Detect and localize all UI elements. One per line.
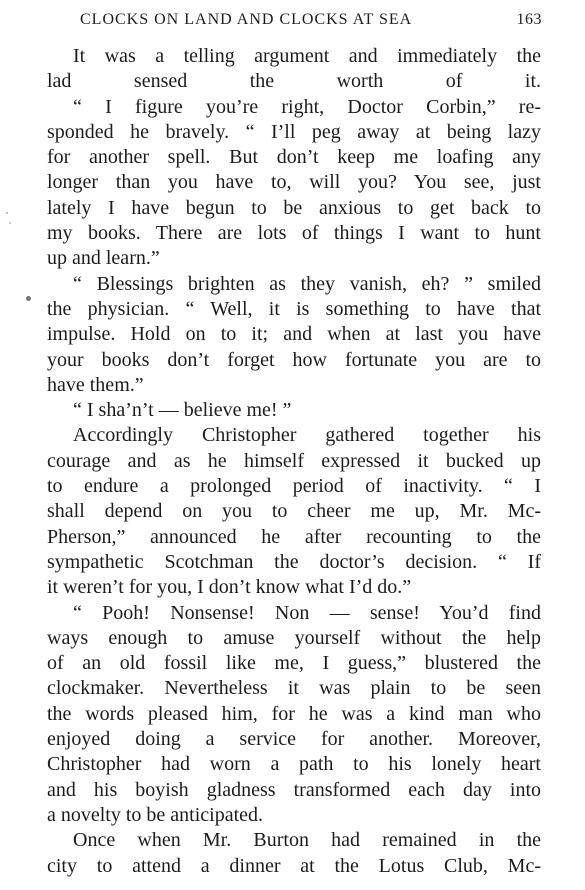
text-line: Pherson,” announced he after recounting to the [47, 525, 541, 548]
text-line: sponded he bravely. “ I’ll peg away at being lazy [47, 120, 541, 143]
text-line: Christopher had worn a path to his lonely heart [47, 753, 541, 776]
text-line: lately I have begun to be anxious to get back to [47, 196, 541, 219]
page-number: 163 [516, 11, 542, 28]
text-line: ways enough to amuse yourself without the help [47, 626, 541, 649]
text-line: for another spell. But don’t keep me loafing any [47, 146, 541, 169]
text-line: lad sensed the worth of it. [47, 70, 541, 93]
running-head [80, 11, 542, 37]
text-line: sympathetic Scotchman the doctor’s decision. “ If [47, 550, 541, 573]
paper-speck [26, 296, 31, 301]
body-text [47, 44, 541, 879]
text-line: “ Blessings brighten as they vanish, eh? ” smiled [73, 272, 541, 295]
paper-speck [6, 212, 8, 214]
text-line: my books. There are lots of things I want to hunt [47, 222, 541, 245]
text-line: of an old fossil like me, I guess,” blustered the [47, 652, 541, 675]
text-line: have them.” [47, 373, 144, 396]
text-line: city to attend a dinner at the Lotus Club, Mc- [47, 854, 541, 877]
text-line: shall depend on you to cheer me up, Mr. Mc- [47, 500, 541, 523]
text-line: to endure a prolonged period of inactivity. “ I [47, 475, 541, 498]
text-line: longer than you have to, will you? You see, just [47, 171, 541, 194]
text-line: It was a telling argument and immediately the [73, 45, 541, 67]
text-line: and his boyish gladness transformed each day into [47, 778, 541, 801]
text-line: a novelty to be anticipated. [47, 803, 264, 826]
text-line: clockmaker. Nevertheless it was plain to be seen [47, 677, 541, 700]
text-line: “ I sha’n’t — believe me! ” [73, 399, 292, 422]
paper-speck [9, 222, 11, 224]
text-line: Once when Mr. Burton had remained in the [73, 829, 541, 852]
running-title: CLOCKS ON LAND AND CLOCKS AT SEA [80, 11, 413, 28]
text-line: the physician. “ Well, it is something to have that [47, 297, 541, 320]
text-line: enjoyed doing a service for another. Moreover, [47, 728, 541, 751]
text-line: “ I figure you’re right, Doctor Corbin,” re- [73, 95, 541, 118]
text-line: your books don’t forget how fortunate you are to [47, 348, 541, 371]
text-line: impulse. Hold on to it; and when at last you have [47, 323, 541, 346]
text-line: courage and as he himself expressed it bucked up [47, 449, 541, 472]
text-line: it weren’t for you, I don’t know what I’d do.” [47, 576, 412, 599]
text-line: Accordingly Christopher gathered together his [73, 424, 541, 447]
text-line: the words pleased him, for he was a kind man who [47, 702, 541, 725]
text-line: “ Pooh! Nonsense! Non — sense! You’d find [73, 601, 541, 624]
text-line: up and learn.” [47, 247, 160, 270]
